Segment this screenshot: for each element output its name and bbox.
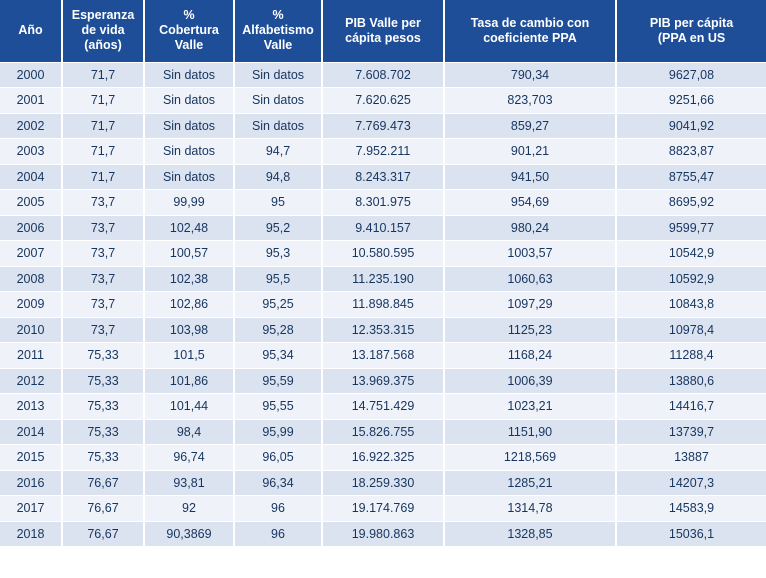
table-cell: 9599,77 — [616, 215, 766, 241]
table-cell: 99,99 — [144, 190, 234, 216]
header-line: Cobertura — [159, 23, 219, 38]
table-cell: 95,59 — [234, 368, 322, 394]
header-line: % — [183, 7, 195, 22]
table-cell: 941,50 — [444, 164, 616, 190]
table-cell: 98,4 — [144, 419, 234, 445]
table-cell: 1314,78 — [444, 496, 616, 522]
table-cell: 9627,08 — [616, 62, 766, 88]
table-cell-year: 2001 — [0, 88, 62, 114]
table-cell: 75,33 — [62, 445, 144, 471]
column-header-tasa-de-cambio-ppa — [444, 0, 616, 62]
table-cell: 10978,4 — [616, 317, 766, 343]
table-cell: 76,67 — [62, 470, 144, 496]
table-cell: 71,7 — [62, 139, 144, 165]
table-cell-year: 2016 — [0, 470, 62, 496]
table-cell: 73,7 — [62, 317, 144, 343]
table-cell: 14416,7 — [616, 394, 766, 420]
table-cell: 102,86 — [144, 292, 234, 318]
table-header-row — [0, 0, 766, 62]
table-cell: 954,69 — [444, 190, 616, 216]
table-row — [0, 241, 766, 267]
table-cell: 859,27 — [444, 113, 616, 139]
table-cell: 94,7 — [234, 139, 322, 165]
table-cell-year: 2015 — [0, 445, 62, 471]
table-cell-year: 2018 — [0, 521, 62, 547]
table-cell: 94,8 — [234, 164, 322, 190]
table-cell-year: 2012 — [0, 368, 62, 394]
table-cell: 1151,90 — [444, 419, 616, 445]
table-cell: 1097,29 — [444, 292, 616, 318]
table-cell: 73,7 — [62, 266, 144, 292]
table-cell: 790,34 — [444, 62, 616, 88]
table-cell: 76,67 — [62, 496, 144, 522]
table-row — [0, 292, 766, 318]
table-cell: 73,7 — [62, 190, 144, 216]
table-cell: 73,7 — [62, 292, 144, 318]
table-cell: 101,44 — [144, 394, 234, 420]
table-cell: 95,2 — [234, 215, 322, 241]
column-header-esperanza-de-vida — [62, 0, 144, 62]
table-cell: Sin datos — [144, 139, 234, 165]
table-cell-year: 2000 — [0, 62, 62, 88]
table-cell: 95,99 — [234, 419, 322, 445]
table-cell: 92 — [144, 496, 234, 522]
header-line: (PPA en US — [657, 30, 726, 45]
table-cell: Sin datos — [144, 62, 234, 88]
table-cell: 10592,9 — [616, 266, 766, 292]
table-cell: 71,7 — [62, 113, 144, 139]
table-row — [0, 343, 766, 369]
table-cell-year: 2006 — [0, 215, 62, 241]
table-cell: 10542,9 — [616, 241, 766, 267]
table-cell: 75,33 — [62, 419, 144, 445]
table-cell-year: 2003 — [0, 139, 62, 165]
table-cell: 95,5 — [234, 266, 322, 292]
table-cell: Sin datos — [234, 62, 322, 88]
table-cell: 101,86 — [144, 368, 234, 394]
table-cell: 102,48 — [144, 215, 234, 241]
table-cell: 9251,66 — [616, 88, 766, 114]
table-cell: 13887 — [616, 445, 766, 471]
table-cell: 13.187.568 — [322, 343, 444, 369]
column-header-anio — [0, 0, 62, 62]
table-cell: 12.353.315 — [322, 317, 444, 343]
table-row — [0, 496, 766, 522]
header-line: Alfabetismo — [242, 23, 314, 38]
table-cell: 71,7 — [62, 164, 144, 190]
table-cell: 95,34 — [234, 343, 322, 369]
table-cell: 95,25 — [234, 292, 322, 318]
table-cell: 11.898.845 — [322, 292, 444, 318]
table-cell: 13880,6 — [616, 368, 766, 394]
table-cell: 95,28 — [234, 317, 322, 343]
table-cell: 11.235.190 — [322, 266, 444, 292]
table-cell: 96,74 — [144, 445, 234, 471]
table-cell: 8755,47 — [616, 164, 766, 190]
table-cell: 13.969.375 — [322, 368, 444, 394]
table-row — [0, 190, 766, 216]
table-cell: 101,5 — [144, 343, 234, 369]
table-row — [0, 470, 766, 496]
table-cell: 71,7 — [62, 88, 144, 114]
table-row — [0, 139, 766, 165]
table-cell: 1218,569 — [444, 445, 616, 471]
header-line: % — [272, 7, 284, 22]
table-cell: 76,67 — [62, 521, 144, 547]
table-cell: 95 — [234, 190, 322, 216]
table-cell: 96 — [234, 496, 322, 522]
table-cell: 75,33 — [62, 343, 144, 369]
table-cell: 11288,4 — [616, 343, 766, 369]
table-cell: 13739,7 — [616, 419, 766, 445]
table-row — [0, 368, 766, 394]
table-cell: 1003,57 — [444, 241, 616, 267]
table-cell: 96,34 — [234, 470, 322, 496]
table-cell: 10.580.595 — [322, 241, 444, 267]
table-cell: 15036,1 — [616, 521, 766, 547]
table-cell-year: 2005 — [0, 190, 62, 216]
table-cell: 15.826.755 — [322, 419, 444, 445]
table-cell-year: 2010 — [0, 317, 62, 343]
table-cell-year: 2011 — [0, 343, 62, 369]
table-cell-year: 2014 — [0, 419, 62, 445]
column-header-pib-per-capita-ppa-us — [616, 0, 766, 62]
column-header-alfabetismo-valle — [234, 0, 322, 62]
table-cell: 71,7 — [62, 62, 144, 88]
table-row — [0, 88, 766, 114]
table-cell: 8.301.975 — [322, 190, 444, 216]
header-line: PIB Valle per — [345, 15, 421, 30]
table-row — [0, 521, 766, 547]
header-line: Tasa de cambio con — [470, 15, 590, 30]
table-row — [0, 317, 766, 343]
table-cell: 1285,21 — [444, 470, 616, 496]
table-cell-year: 2004 — [0, 164, 62, 190]
table-cell: 73,7 — [62, 241, 144, 267]
table-cell: 93,81 — [144, 470, 234, 496]
table-cell: Sin datos — [144, 113, 234, 139]
table-cell: Sin datos — [144, 164, 234, 190]
header-line: Valle — [174, 38, 204, 53]
table-row — [0, 445, 766, 471]
table-cell: 1006,39 — [444, 368, 616, 394]
table-cell-year: 2017 — [0, 496, 62, 522]
header-line: (años) — [84, 38, 122, 53]
table-row — [0, 113, 766, 139]
header-line: de vida — [81, 23, 125, 38]
header-line: Esperanza — [71, 7, 135, 22]
table-cell: 95,55 — [234, 394, 322, 420]
table-cell: 7.608.702 — [322, 62, 444, 88]
header-line: cápita pesos — [345, 30, 421, 45]
table-cell: 18.259.330 — [322, 470, 444, 496]
table-cell-year: 2013 — [0, 394, 62, 420]
table-cell: 14207,3 — [616, 470, 766, 496]
table-cell: 1125,23 — [444, 317, 616, 343]
table-cell-year: 2009 — [0, 292, 62, 318]
table-cell: 901,21 — [444, 139, 616, 165]
table-cell: 7.769.473 — [322, 113, 444, 139]
table-cell: 95,3 — [234, 241, 322, 267]
table-cell: 1023,21 — [444, 394, 616, 420]
table-cell: Sin datos — [144, 88, 234, 114]
table-cell: 14583,9 — [616, 496, 766, 522]
table-cell: 980,24 — [444, 215, 616, 241]
table-cell: 14.751.429 — [322, 394, 444, 420]
table-cell: 8695,92 — [616, 190, 766, 216]
table-cell-year: 2007 — [0, 241, 62, 267]
table-cell: 75,33 — [62, 394, 144, 420]
table-cell: 102,38 — [144, 266, 234, 292]
table-header — [0, 0, 766, 62]
column-header-cobertura-valle — [144, 0, 234, 62]
header-line: coeficiente PPA — [483, 30, 577, 45]
table-cell: 9041,92 — [616, 113, 766, 139]
table-cell: 100,57 — [144, 241, 234, 267]
table-cell: 75,33 — [62, 368, 144, 394]
table-cell: Sin datos — [234, 88, 322, 114]
table-cell: Sin datos — [234, 113, 322, 139]
table-cell: 96,05 — [234, 445, 322, 471]
table-cell: 8.243.317 — [322, 164, 444, 190]
table-cell: 7.620.625 — [322, 88, 444, 114]
table-cell: 16.922.325 — [322, 445, 444, 471]
table-cell: 7.952.211 — [322, 139, 444, 165]
table-cell-year: 2008 — [0, 266, 62, 292]
table-cell: 1060,63 — [444, 266, 616, 292]
table-cell: 8823,87 — [616, 139, 766, 165]
table-cell: 90,3869 — [144, 521, 234, 547]
header-line: Año — [18, 23, 43, 38]
table-body — [0, 62, 766, 547]
table-cell: 1328,85 — [444, 521, 616, 547]
table-row — [0, 394, 766, 420]
table-cell-year: 2002 — [0, 113, 62, 139]
table-cell: 73,7 — [62, 215, 144, 241]
table-row — [0, 215, 766, 241]
header-line: PIB per cápita — [649, 15, 734, 30]
table-cell: 823,703 — [444, 88, 616, 114]
table-cell: 9.410.157 — [322, 215, 444, 241]
table-cell: 96 — [234, 521, 322, 547]
table-cell: 103,98 — [144, 317, 234, 343]
table-cell: 19.174.769 — [322, 496, 444, 522]
table-cell: 10843,8 — [616, 292, 766, 318]
table-row — [0, 164, 766, 190]
table-cell: 1168,24 — [444, 343, 616, 369]
table-row — [0, 266, 766, 292]
column-header-pib-valle-per-capita-pesos — [322, 0, 444, 62]
header-line: Valle — [263, 38, 293, 53]
table-cell: 19.980.863 — [322, 521, 444, 547]
table-row — [0, 62, 766, 88]
table-row — [0, 419, 766, 445]
